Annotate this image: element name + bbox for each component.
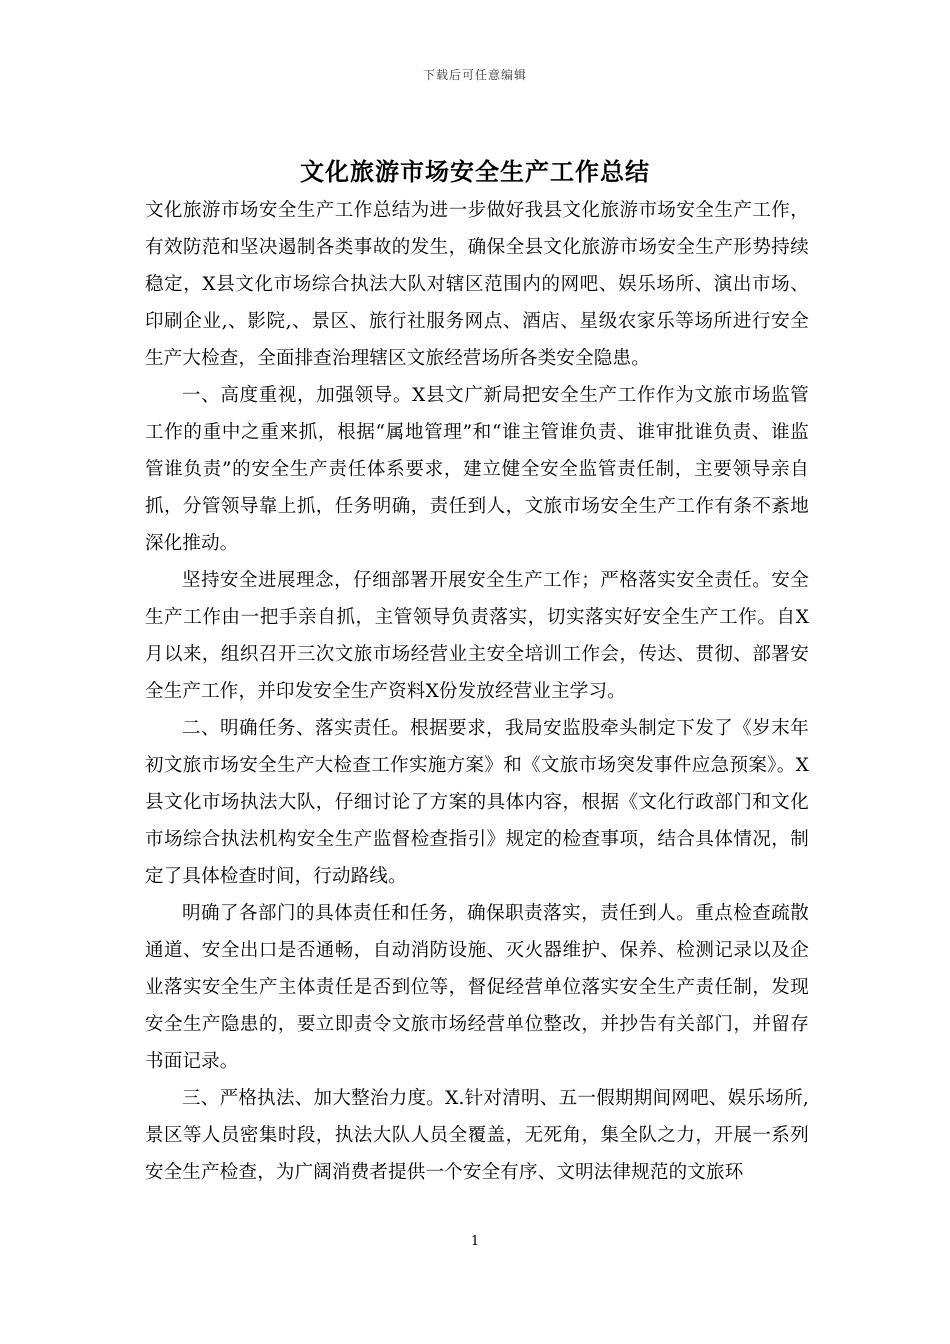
page-number: 1 — [470, 1234, 480, 1249]
paragraph-section-2-detail: 明确了各部门的具体责任和任务，确保职责落实，责任到人。重点检查疏散通道、安全出口是否通畅，自动消防设施、灭火器维护、保养、检测记录以及企业落实安全生产主体责任是否到位等，督促经营单位落实安全生产责任制，发现安全生产隐患的，要立即责令文旅市场经营单位整改，并抄告有关部门，并留存书面记录。 — [145, 903, 809, 1072]
document-body — [145, 192, 809, 1191]
paragraph-section-2: 二、明确任务、落实责任。根据要求，我局安监股牵头制定下发了《岁末年初文旅市场安全生产大检查工作实施方案》和《文旅市场突发事件应急预案》。X县文化市场执法大队，仔细讨论了方案的具体内容，根据《文化行政部门和文化市场综合执法机构安全生产监督检查指引》规定的检查事项，结合具体情况，制定了具体检查时间，行动路线。 — [145, 718, 809, 887]
paragraph-section-1-detail: 坚持安全进展理念，仔细部署开展安全生产工作；严格落实安全责任。安全生产工作由一把手亲自抓，主管领导负责落实，切实落实好安全生产工作。自X月以来，组织召开三次文旅市场经营业主安全培训工作会，传达、贯彻、部署安全生产工作，并印发安全生产资料X份发放经营业主学习。 — [145, 570, 809, 702]
paragraph-section-1: 一、高度重视，加强领导。X县文广新局把安全生产工作作为文旅市场监管工作的重中之重来抓，根据“属地管理”和“谁主管谁负责、谁审批谁负责、谁监管谁负责”的安全生产责任体系要求，建立健全安全监管责任制，主要领导亲自抓，分管领导靠上抓，任务明确，责任到人，文旅市场安全生产工作有条不紊地深化推动。 — [145, 385, 809, 554]
paragraph-intro: 文化旅游市场安全生产工作总结为进一步做好我县文化旅游市场安全生产工作，有效防范和坚决遏制各类事故的发生，确保全县文化旅游市场安全生产形势持续稳定，X县文化市场综合执法大队对辖区范围内的网吧、娱乐场所、演出市场、印刷企业,、影院,、景区、旅行社服务网点、酒店、星级农家乐等场所进行安全生产大检查，全面排查治理辖区文旅经营场所各类安全隐患。 — [145, 200, 809, 369]
document-title: 文化旅游市场安全生产工作总结 — [300, 157, 650, 186]
paragraph-section-3: 三、严格执法、加大整治力度。X.针对清明、五一假期期间网吧、娱乐场所,景区等人员密集时段，执法大队人员全覆盖，无死角，集全队之力，开展一系列安全生产检查，为广阔消费者提供一个安全有序、文明法律规范的文旅环 — [145, 1088, 809, 1183]
header-note: 下载后可任意编辑 — [422, 68, 527, 82]
